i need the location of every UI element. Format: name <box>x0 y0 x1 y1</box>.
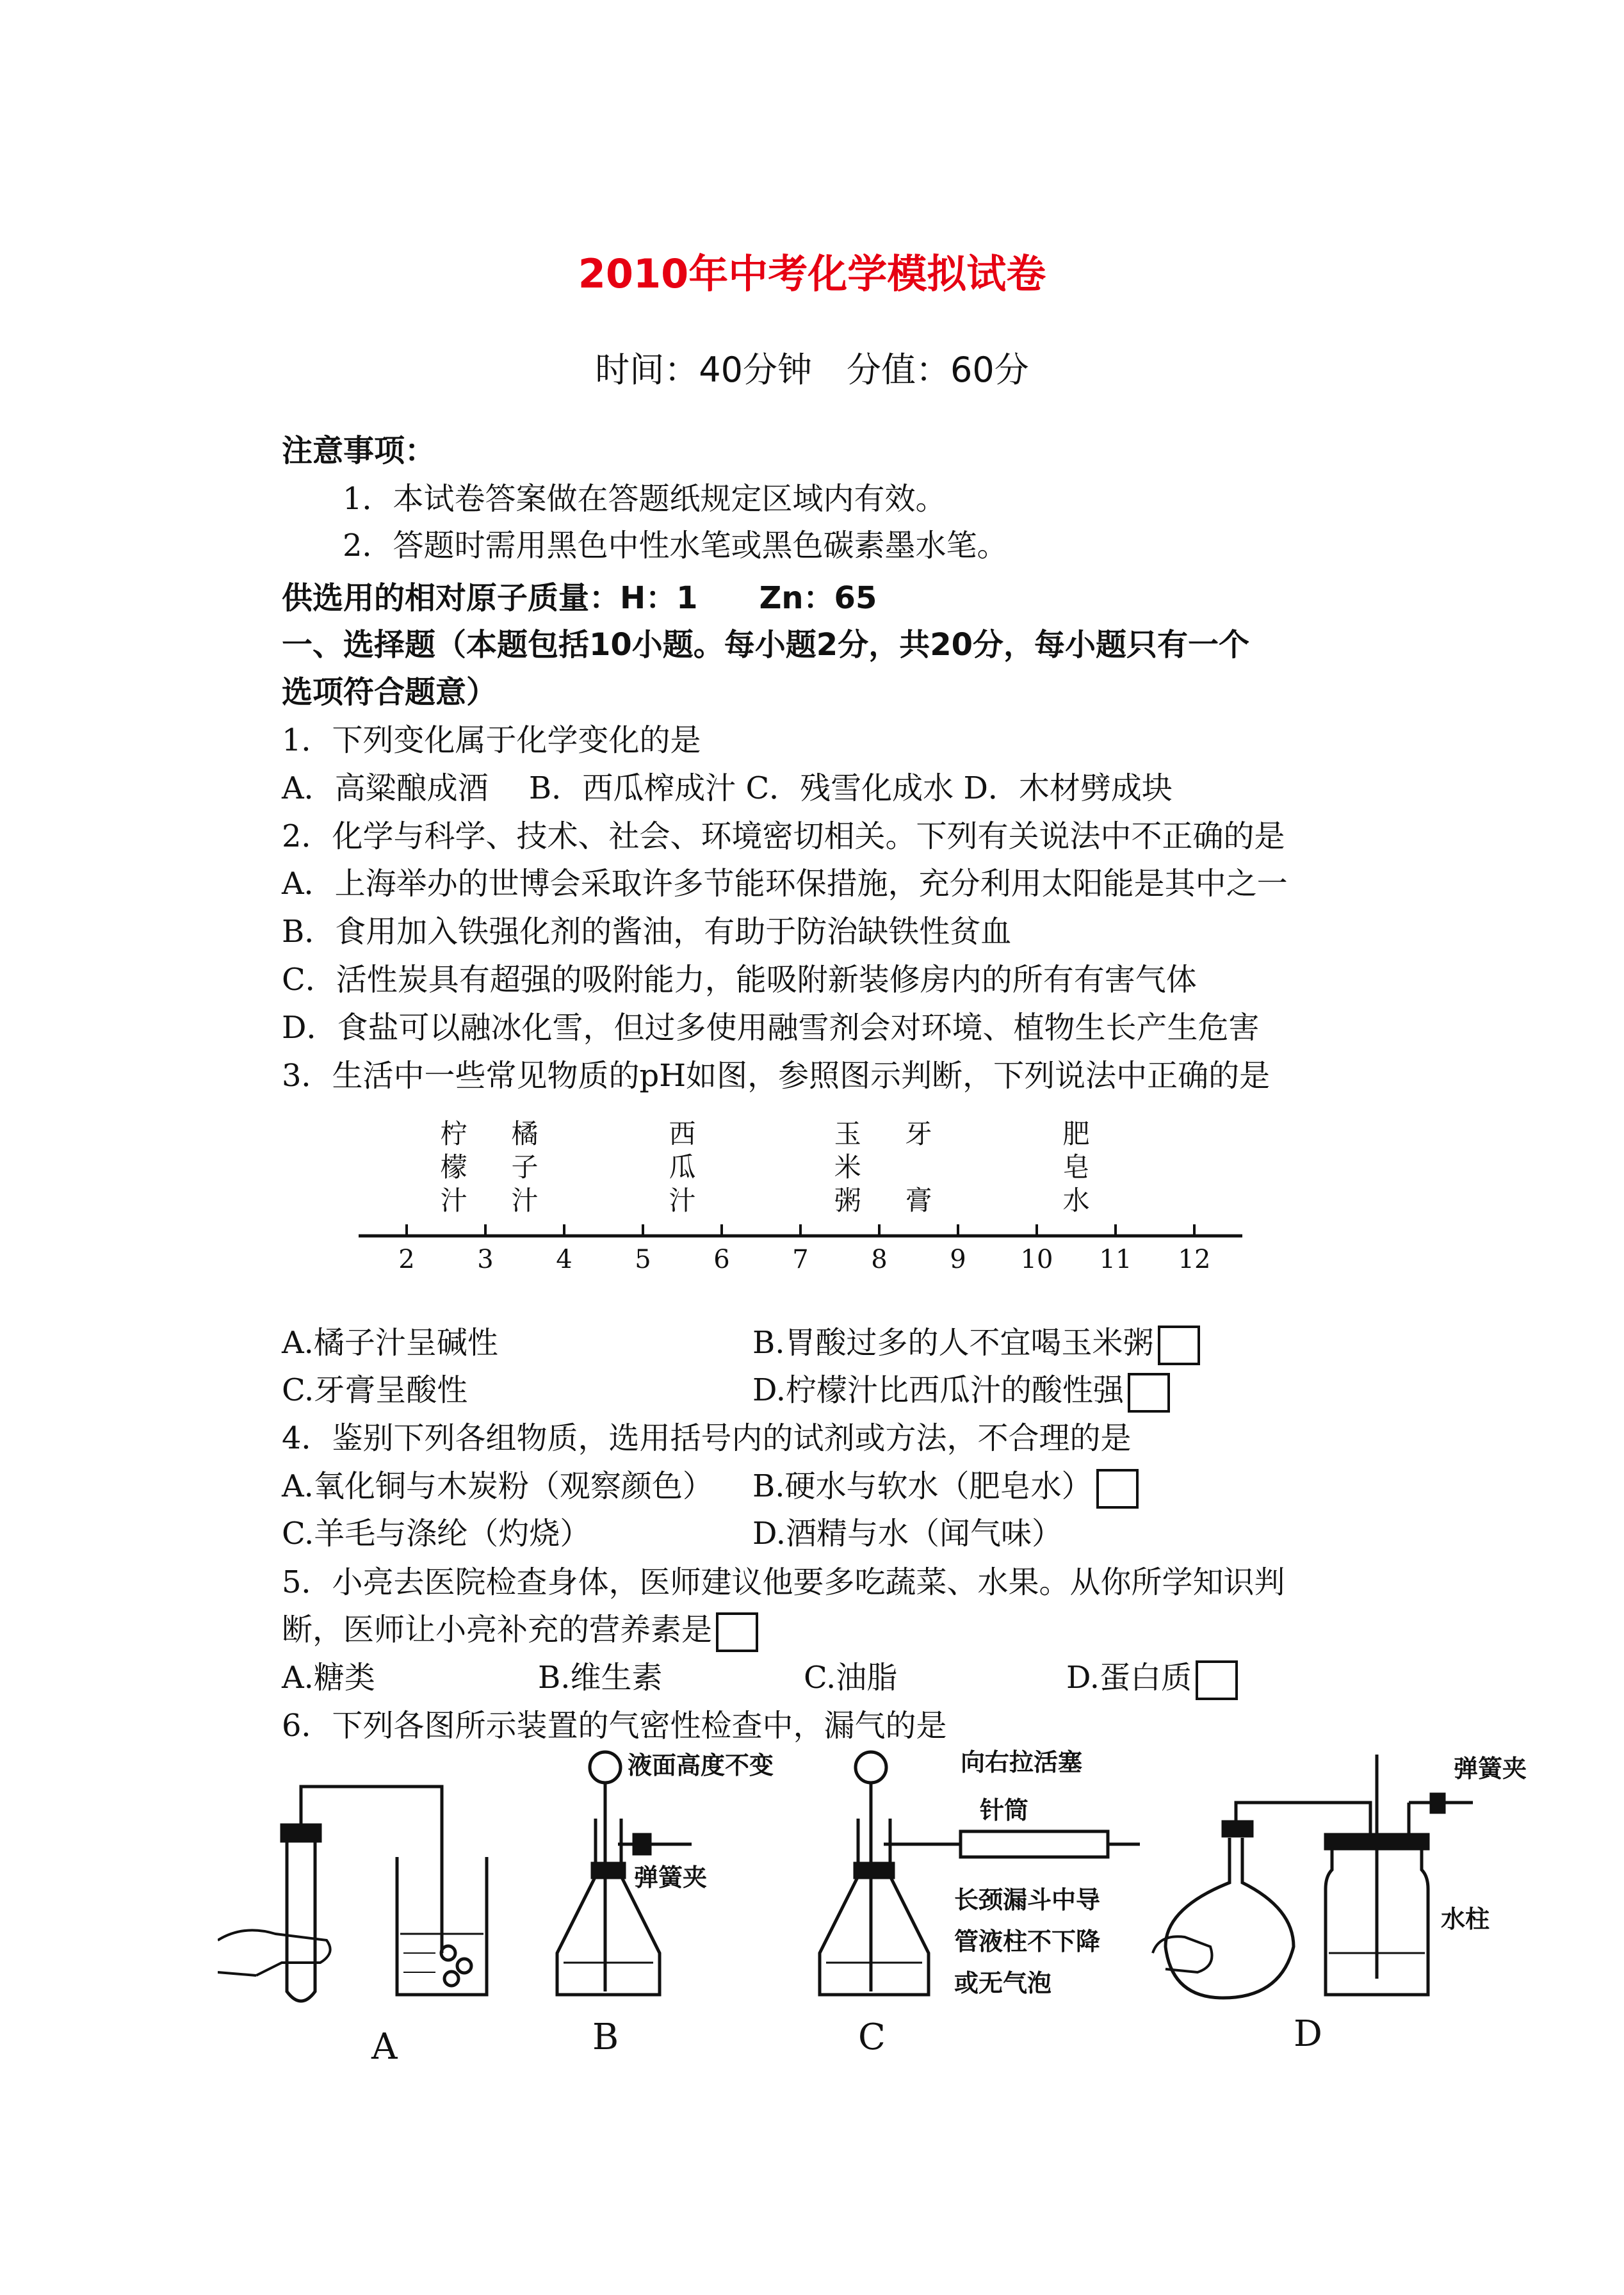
ph-substance-char: 牙 <box>905 1118 932 1149</box>
figure-label-d: D <box>1294 2013 1322 2055</box>
q3-option-c: C.牙膏呈酸性 <box>282 1372 468 1408</box>
q1-options: A．高粱酿成酒 B．西瓜榨成汁 C．残雪化成水 D．木材劈成块 <box>282 770 1173 806</box>
atomic-mass-note: 供选用的相对原子质量：H：1 Zn：65 <box>282 580 877 616</box>
q5-stem-line2: 断，医师让小亮补充的营养素是 <box>282 1612 713 1648</box>
ph-substance-char: 皂 <box>1062 1151 1090 1183</box>
ph-substance-label <box>834 1118 861 1216</box>
figure-c-note-line2: 管液柱不下降 <box>954 1927 1101 1956</box>
q5-option-d-row <box>1066 1653 1238 1700</box>
ph-substance-char: 汁 <box>440 1185 467 1216</box>
page-title: 2010年中考化学模拟试卷 <box>578 250 1046 297</box>
ph-substance-char: 西 <box>669 1118 696 1149</box>
answer-box[interactable] <box>1128 1373 1170 1413</box>
figure-b-note-clip: 弹簧夹 <box>634 1863 708 1892</box>
ph-tick-label: 6 <box>713 1245 730 1271</box>
figure-c-note-syringe: 针筒 <box>980 1796 1029 1824</box>
q4-option-d: D.酒精与水（闻气味） <box>752 1516 1063 1552</box>
ph-tick-label: 3 <box>477 1245 494 1271</box>
ph-substance-char: 橘 <box>511 1118 539 1149</box>
exam-info: 时间：40分钟 分值：60分 <box>595 350 1029 390</box>
q5-stem-line1: 5．小亮去医院检查身体，医师建议他要多吃蔬菜、水果。从你所学知识判 <box>282 1564 1285 1600</box>
q4-option-c: C.羊毛与涤纶（灼烧） <box>282 1516 591 1552</box>
figure-b-note-level: 液面高度不变 <box>628 1751 774 1780</box>
ph-substance-char: 柠 <box>440 1118 467 1149</box>
ph-substance-char: 肥 <box>1062 1118 1090 1149</box>
figure-d-note-clip: 弹簧夹 <box>1454 1754 1527 1783</box>
answer-box[interactable] <box>1096 1469 1139 1509</box>
ph-substance-char: 瓜 <box>669 1151 696 1183</box>
figure-b <box>557 1751 774 2058</box>
ph-substance-char: 檬 <box>440 1151 467 1183</box>
figure-c-note-line3: 或无气泡 <box>954 1968 1052 1997</box>
figure-c-note-line1: 长颈漏斗中导 <box>954 1885 1101 1914</box>
ph-substance-label <box>905 1118 932 1216</box>
answer-box[interactable] <box>716 1612 758 1652</box>
figure-c-note-piston: 向右拉活塞 <box>961 1748 1083 1776</box>
q5-option-c: C.油脂 <box>804 1660 898 1696</box>
q2-option-b: B．食用加入铁强化剂的酱油，有助于防治缺铁性贫血 <box>282 914 1012 950</box>
q3-option-a: A.橘子汁呈碱性 <box>282 1325 498 1361</box>
ph-substance-char: 水 <box>1062 1185 1090 1216</box>
section-heading-line2: 选项符合题意） <box>282 674 498 710</box>
note-item-2: 2．答题时需用黑色中性水笔或黑色碳素墨水笔。 <box>343 528 1008 564</box>
ph-substance-char: 粥 <box>834 1185 861 1216</box>
ph-substance-char: 膏 <box>905 1185 932 1216</box>
ph-substance-char: 子 <box>511 1151 539 1183</box>
figure-label-b: B <box>592 2016 619 2058</box>
ph-substance-char: 汁 <box>511 1185 539 1216</box>
ph-substance-label <box>511 1118 538 1216</box>
answer-box[interactable] <box>1196 1660 1238 1700</box>
q5-option-a: A.糖类 <box>282 1660 375 1696</box>
ph-substance-char: 汁 <box>669 1185 696 1216</box>
ph-tick-label: 5 <box>635 1245 651 1271</box>
q4-option-b: B.硬水与软水（肥皂水） <box>752 1468 1092 1504</box>
ph-tick-label: 9 <box>950 1245 966 1271</box>
q5-option-b: B.维生素 <box>538 1660 663 1696</box>
figure-label-c: C <box>858 2016 886 2058</box>
q5-stem-line2-row <box>282 1605 758 1652</box>
ph-tick-label: 12 <box>1178 1245 1211 1271</box>
figure-a <box>218 1787 487 2068</box>
q3-option-d-row <box>752 1365 1170 1413</box>
q2-option-c: C．活性炭具有超强的吸附能力，能吸附新装修房内的所有有害气体 <box>282 962 1197 998</box>
q4-option-b-row <box>752 1461 1139 1509</box>
q3-option-b-row <box>752 1318 1200 1365</box>
figure-c <box>820 1748 1140 2058</box>
ph-tick-label: 11 <box>1099 1245 1132 1271</box>
ph-substance-label <box>669 1118 695 1216</box>
figure-label-a: A <box>371 2026 398 2068</box>
q5-option-d: D.蛋白质 <box>1066 1660 1192 1696</box>
figure-d <box>1153 1754 1527 2055</box>
q3-stem: 3．生活中一些常见物质的pH如图，参照图示判断，下列说法中正确的是 <box>282 1058 1271 1094</box>
ph-substance-label <box>441 1118 467 1216</box>
q6-stem: 6．下列各图所示装置的气密性检查中，漏气的是 <box>282 1708 947 1744</box>
ph-substance-label <box>1062 1118 1089 1216</box>
ph-substance-char: 玉 <box>834 1118 861 1149</box>
ph-scale-chart <box>346 1117 1268 1274</box>
figure-d-note-water: 水柱 <box>1441 1904 1490 1933</box>
q2-option-d: D．食盐可以融冰化雪，但过多使用融雪剂会对环境、植物生长产生危害 <box>282 1010 1260 1046</box>
q1-stem: 1．下列变化属于化学变化的是 <box>282 722 701 758</box>
answer-box[interactable] <box>1158 1326 1200 1365</box>
q2-option-a: A．上海举办的世博会采取许多节能环保措施，充分利用太阳能是其中之一 <box>282 866 1288 902</box>
ph-substance-char: 米 <box>834 1151 861 1183</box>
apparatus-figures <box>218 1742 1550 2077</box>
ph-tick-label: 8 <box>871 1245 888 1271</box>
ph-tick-label: 2 <box>398 1245 415 1271</box>
note-item-1: 1．本试卷答案做在答题纸规定区域内有效。 <box>343 481 946 517</box>
q2-stem: 2．化学与科学、技术、社会、环境密切相关。下列有关说法中不正确的是 <box>282 818 1285 854</box>
ph-tick-label: 7 <box>792 1245 809 1271</box>
notes-heading: 注意事项： <box>282 433 436 469</box>
q4-option-a: A.氧化铜与木炭粉（观察颜色） <box>282 1468 713 1504</box>
q4-stem: 4．鉴别下列各组物质，选用括号内的试剂或方法，不合理的是 <box>282 1420 1132 1456</box>
q3-option-d: D.柠檬汁比西瓜汁的酸性强 <box>752 1372 1125 1408</box>
ph-tick-label: 10 <box>1020 1245 1053 1271</box>
q3-option-b: B.胃酸过多的人不宜喝玉米粥 <box>752 1325 1154 1361</box>
ph-tick-label: 4 <box>556 1245 572 1271</box>
section-heading-line1: 一、选择题（本题包括10小题。每小题2分，共20分，每小题只有一个 <box>282 627 1249 663</box>
